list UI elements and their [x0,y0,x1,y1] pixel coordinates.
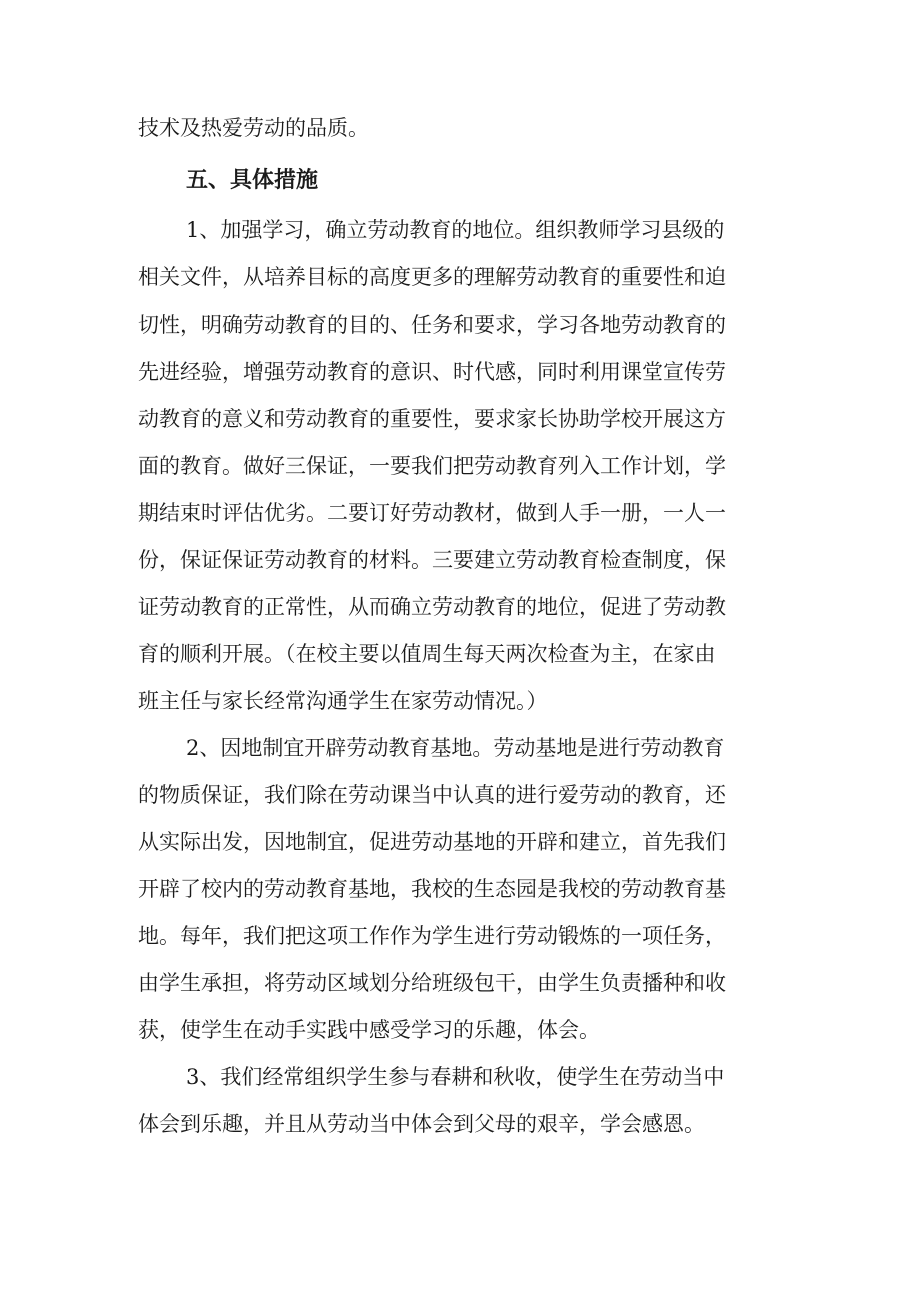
paragraph-line: 班主任与家长经常沟通学生在家劳动情况。） [138,689,548,713]
paragraph-line: 切性，明确劳动教育的目的、任务和要求，学习各地劳动教育的 [138,313,726,337]
paragraph-line: 1、加强学习，确立劳动教育的地位。组织教师学习县级的 [186,218,725,242]
paragraph-line: 先进经验，增强劳动教育的意识、时代感，同时利用课堂宣传劳 [138,360,726,384]
paragraph-line: 获，使学生在动手实践中感受学习的乐趣，体会。 [138,1018,600,1042]
paragraph-line: 地。每年，我们把这项工作作为学生进行劳动锻炼的一项任务， [138,924,726,948]
paragraph-line: 3、我们经常组织学生参与春耕和秋收，使学生在劳动当中 [186,1065,725,1089]
paragraph-line: 的物质保证，我们除在劳动课当中认真的进行爱劳动的教育，还 [138,783,726,807]
section-heading: 五、具体措施 [186,168,319,193]
paragraph-line: 体会到乐趣，并且从劳动当中体会到父母的艰辛，学会感恩。 [138,1112,705,1136]
paragraph-line: 份，保证保证劳动教育的材料。三要建立劳动教育检查制度，保 [138,548,726,572]
paragraph-line: 2、因地制宜开辟劳动教育基地。劳动基地是进行劳动教育 [186,736,725,760]
paragraph-line: 开辟了校内的劳动教育基地，我校的生态园是我校的劳动教育基 [138,877,726,901]
paragraph-line: 相关文件，从培养目标的高度更多的理解劳动教育的重要性和迫 [138,265,726,289]
paragraph-line: 面的教育。做好三保证，一要我们把劳动教育列入工作计划，学 [138,454,726,478]
paragraph-line: 证劳动教育的正常性，从而确立劳动教育的地位，促进了劳动教 [138,595,726,619]
paragraph-line: 由学生承担，将劳动区域划分给班级包干，由学生负责播种和收 [138,971,726,995]
paragraph-line: 期结束时评估优劣。二要订好劳动教材，做到人手一册，一人一 [138,501,726,525]
paragraph-line: 从实际出发，因地制宜，促进劳动基地的开辟和建立，首先我们 [138,830,726,854]
paragraph-line: 动教育的意义和劳动教育的重要性，要求家长协助学校开展这方 [138,407,726,431]
paragraph-line: 育的顺利开展。（在校主要以值周生每天两次检查为主，在家由 [138,642,716,666]
opening-line: 技术及热爱劳动的品质。 [138,116,369,140]
